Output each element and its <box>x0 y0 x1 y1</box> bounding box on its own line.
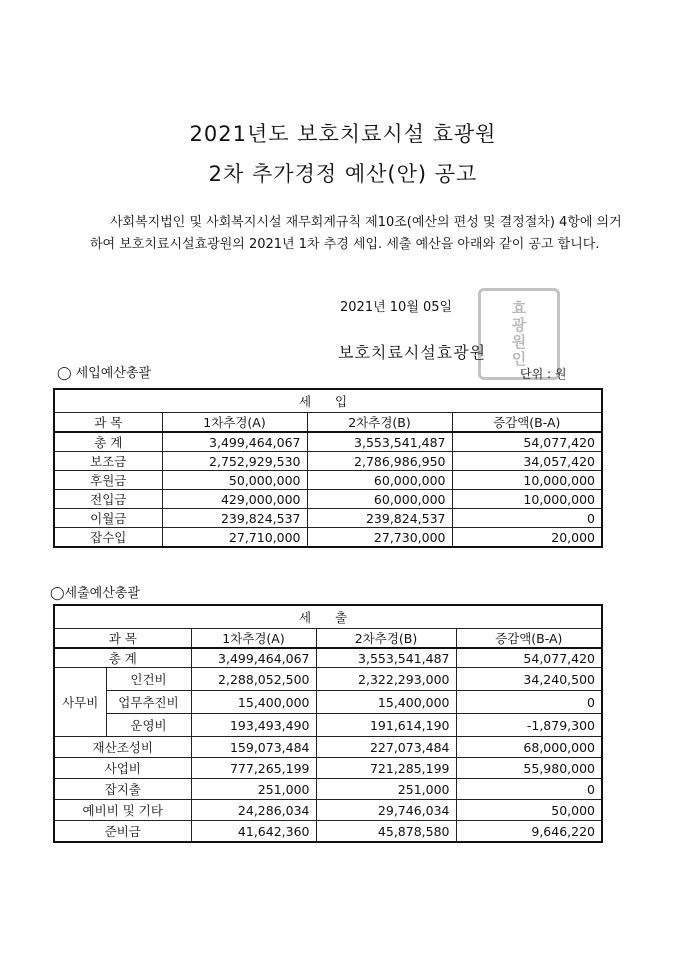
table-row <box>54 714 602 737</box>
row-item: 후원금 <box>54 471 162 490</box>
row-item: 인건비 <box>106 668 191 691</box>
row-value-a: 777,265,199 <box>191 758 316 779</box>
row-value-a: 3,499,464,067 <box>162 432 307 452</box>
row-diff: 34,240,500 <box>456 668 602 691</box>
row-diff: 0 <box>452 509 602 528</box>
table-row <box>54 691 602 714</box>
row-value-a: 239,824,537 <box>162 509 307 528</box>
table-row <box>54 758 602 779</box>
row-value-a: 2,288,052,500 <box>191 668 316 691</box>
row-value-b: 2,786,986,950 <box>307 452 452 471</box>
row-value-b: 239,824,537 <box>307 509 452 528</box>
row-diff: 50,000 <box>456 800 602 821</box>
table-row <box>54 490 602 509</box>
column-header: 과 목 <box>54 413 162 433</box>
row-value-b: 2,322,293,000 <box>316 668 456 691</box>
table-row <box>54 648 602 668</box>
expense-section-title: ◯세출예산총괄 <box>50 586 140 601</box>
table-row <box>54 668 602 691</box>
column-header: 증감액(B-A) <box>456 629 602 649</box>
row-item: 이월금 <box>54 509 162 528</box>
row-diff: 9,646,220 <box>456 821 602 843</box>
table-row <box>54 432 602 452</box>
row-diff: 68,000,000 <box>456 737 602 758</box>
row-value-b: 227,073,484 <box>316 737 456 758</box>
expense-table <box>53 604 603 843</box>
document-title-line2: 2차 추가경정 예산(안) 공고 <box>208 162 478 186</box>
row-diff: 54,077,420 <box>452 432 602 452</box>
row-item: 운영비 <box>106 714 191 737</box>
row-diff: 10,000,000 <box>452 471 602 490</box>
column-header: 1차추경(A) <box>162 413 307 433</box>
row-diff: 0 <box>456 779 602 800</box>
row-value-a: 15,400,000 <box>191 691 316 714</box>
table-row <box>54 471 602 490</box>
row-value-a: 24,286,034 <box>191 800 316 821</box>
table-row <box>54 452 602 471</box>
revenue-column-headers <box>54 413 602 433</box>
row-value-b: 60,000,000 <box>307 490 452 509</box>
row-item: 잡지출 <box>54 779 191 800</box>
official-seal: 효광원인 <box>478 288 560 380</box>
table-row <box>54 737 602 758</box>
document-title-line1: 2021년도 보호치료시설 효광원 <box>189 122 497 146</box>
row-item: 준비금 <box>54 821 191 843</box>
row-diff: 10,000,000 <box>452 490 602 509</box>
row-value-b: 3,553,541,487 <box>316 648 456 668</box>
row-value-a: 41,642,360 <box>191 821 316 843</box>
column-header: 2차추경(B) <box>307 413 452 433</box>
announcement-paragraph: 사회복지법인 및 사회복지시설 재무회계규칙 제10조(예산의 편성 및 결정절차) 4항에 의거하여 보호치료시설효광원의 2021년 1차 추경 세입. 세출 예산을 아래와 같이 공고 합니다. <box>90 215 622 252</box>
group-label: 사무비 <box>54 668 106 737</box>
table-row <box>54 821 602 843</box>
table-row <box>54 800 602 821</box>
row-item: 재산조성비 <box>54 737 191 758</box>
row-value-b: 27,730,000 <box>307 528 452 548</box>
column-header: 증감액(B-A) <box>452 413 602 433</box>
table-row <box>54 779 602 800</box>
row-diff: 54,077,420 <box>456 648 602 668</box>
table-row <box>54 509 602 528</box>
column-header: 2차추경(B) <box>316 629 456 649</box>
row-value-b: 721,285,199 <box>316 758 456 779</box>
row-item: 사업비 <box>54 758 191 779</box>
row-item: 업무추진비 <box>106 691 191 714</box>
row-diff: 20,000 <box>452 528 602 548</box>
row-value-b: 3,553,541,487 <box>307 432 452 452</box>
row-item: 잡수입 <box>54 528 162 548</box>
column-header: 과 목 <box>54 629 191 649</box>
row-value-a: 27,710,000 <box>162 528 307 548</box>
row-value-a: 2,752,929,530 <box>162 452 307 471</box>
announcement-date: 2021년 10월 05일 <box>340 300 453 315</box>
row-value-a: 251,000 <box>191 779 316 800</box>
expense-column-headers <box>54 629 602 649</box>
row-item: 보조금 <box>54 452 162 471</box>
row-item: 총 계 <box>54 432 162 452</box>
revenue-header: 세 입 <box>54 389 602 413</box>
row-diff: -1,879,300 <box>456 714 602 737</box>
row-value-b: 191,614,190 <box>316 714 456 737</box>
column-header: 1차추경(A) <box>191 629 316 649</box>
table-row <box>54 528 602 548</box>
row-value-a: 193,493,490 <box>191 714 316 737</box>
row-value-a: 3,499,464,067 <box>191 648 316 668</box>
revenue-table <box>53 388 603 548</box>
row-item: 총 계 <box>54 648 191 668</box>
unit-label: 단위 : 원 <box>520 367 567 381</box>
row-diff: 0 <box>456 691 602 714</box>
row-value-a: 50,000,000 <box>162 471 307 490</box>
row-item: 전입금 <box>54 490 162 509</box>
row-value-b: 15,400,000 <box>316 691 456 714</box>
row-value-b: 45,878,580 <box>316 821 456 843</box>
row-diff: 55,980,000 <box>456 758 602 779</box>
row-value-a: 429,000,000 <box>162 490 307 509</box>
revenue-section-title: ◯ 세입예산총괄 <box>57 366 152 381</box>
row-value-b: 60,000,000 <box>307 471 452 490</box>
row-value-a: 159,073,484 <box>191 737 316 758</box>
row-value-b: 251,000 <box>316 779 456 800</box>
expense-header: 세 출 <box>54 605 602 629</box>
row-item: 예비비 및 기타 <box>54 800 191 821</box>
organization-name: 보호치료시설효광원 <box>338 343 487 362</box>
row-diff: 34,057,420 <box>452 452 602 471</box>
row-value-b: 29,746,034 <box>316 800 456 821</box>
